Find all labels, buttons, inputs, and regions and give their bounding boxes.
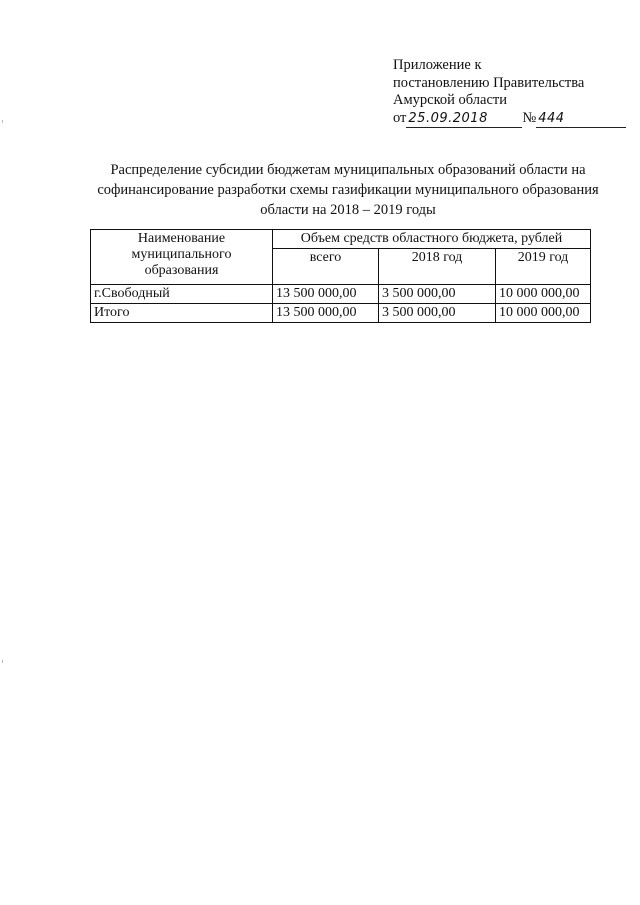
handwritten-number: 444 <box>536 110 626 129</box>
row-name: г.Свободный <box>91 285 273 304</box>
row-2018: 3 500 000,00 <box>379 285 496 304</box>
number-prefix: № <box>522 109 537 126</box>
column-header-2018: 2018 год <box>379 249 496 285</box>
row-2018: 3 500 000,00 <box>379 304 496 323</box>
column-header-name: Наименование муниципального образования <box>91 230 273 285</box>
appendix-line-2: постановлению Правительства <box>393 74 585 91</box>
from-prefix: от <box>393 109 407 126</box>
column-group-header: Объем средств областного бюджета, рублей <box>273 230 591 249</box>
scan-margin-mark <box>2 660 3 663</box>
handwritten-date: 25.09.2018 <box>406 110 522 129</box>
row-total: 13 500 000,00 <box>273 304 379 323</box>
table-header-row <box>91 230 591 249</box>
column-header-2019: 2019 год <box>496 249 591 285</box>
table-row <box>91 285 591 304</box>
column-header-total: всего <box>273 249 379 285</box>
document-title: Распределение субсидии бюджетам муниципальных образований области на софинансирование разработки схемы газификации муниципального образования области на 2018 – 2019 годы <box>97 162 599 218</box>
row-2019: 10 000 000,00 <box>496 285 591 304</box>
row-2019: 10 000 000,00 <box>496 304 591 323</box>
subsidy-table <box>90 229 591 323</box>
appendix-line-3: Амурской области <box>393 92 507 108</box>
appendix-header <box>393 57 623 128</box>
appendix-line-1: Приложение к <box>393 57 482 73</box>
table-row-total <box>91 304 591 323</box>
row-total: 13 500 000,00 <box>273 285 379 304</box>
scan-margin-mark <box>2 120 3 123</box>
appendix-date-line <box>393 110 623 129</box>
row-name: Итого <box>91 304 273 323</box>
